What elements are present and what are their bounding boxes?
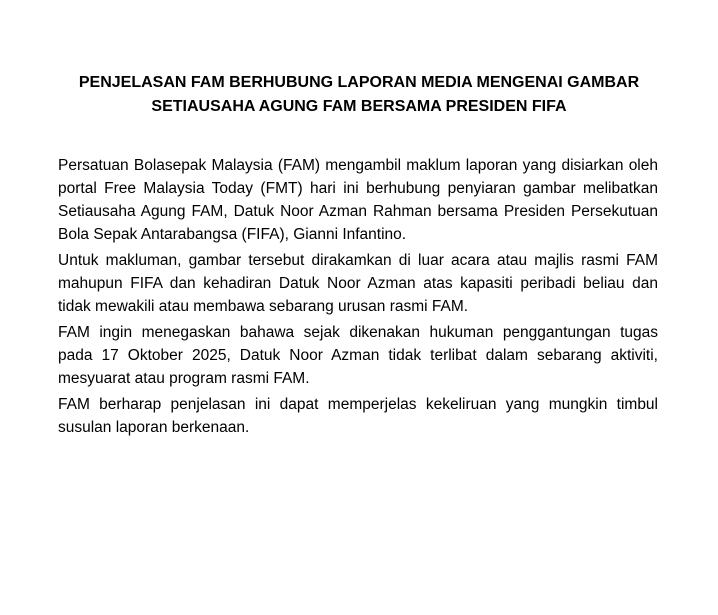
document-title <box>0 0 718 119</box>
paragraph-line: Persatuan Bolasepak Malaysia (FAM) mengambil maklum laporan yang disiarkan oleh <box>58 157 658 174</box>
paragraph-line: Setiausaha Agung FAM, Datuk Noor Azman Rahman bersama Presiden Persekutuan <box>58 203 658 220</box>
paragraph-line: Bola Sepak Antarabangsa (FIFA), Gianni Infantino. <box>58 226 407 243</box>
paragraph-line: mahupun FIFA dan kehadiran Datuk Noor Azman atas kapasiti peribadi beliau dan <box>58 275 658 292</box>
paragraph-line: pada 17 Oktober 2025, Datuk Noor Azman tidak terlibat dalam sebarang aktiviti, <box>58 347 658 364</box>
paragraph-line: Untuk makluman, gambar tersebut dirakamkan di luar acara atau majlis rasmi FAM <box>58 252 658 269</box>
paragraph <box>58 154 658 246</box>
paragraph <box>58 393 658 439</box>
paragraph <box>58 249 658 318</box>
paragraph-line: mesyuarat atau program rasmi FAM. <box>58 370 310 387</box>
press-statement-body <box>58 154 658 439</box>
document-title-line-1: PENJELASAN FAM BERHUBUNG LAPORAN MEDIA MENGENAI GAMBAR <box>78 74 640 91</box>
paragraph-line: tidak mewakili atau membawa sebarang urusan rasmi FAM. <box>58 298 469 315</box>
paragraph-line: susulan laporan berkenaan. <box>58 419 250 436</box>
paragraph-line: FAM ingin menegaskan bahawa sejak dikenakan hukuman penggantungan tugas <box>58 324 658 341</box>
paragraph <box>58 321 658 390</box>
paragraph-line: FAM berharap penjelasan ini dapat memperjelas kekeliruan yang mungkin timbul <box>58 396 658 413</box>
document-title-line-2: SETIAUSAHA AGUNG FAM BERSAMA PRESIDEN FIFA <box>151 98 567 115</box>
paragraph-line: portal Free Malaysia Today (FMT) hari ini berhubung penyiaran gambar melibatkan <box>58 180 658 197</box>
